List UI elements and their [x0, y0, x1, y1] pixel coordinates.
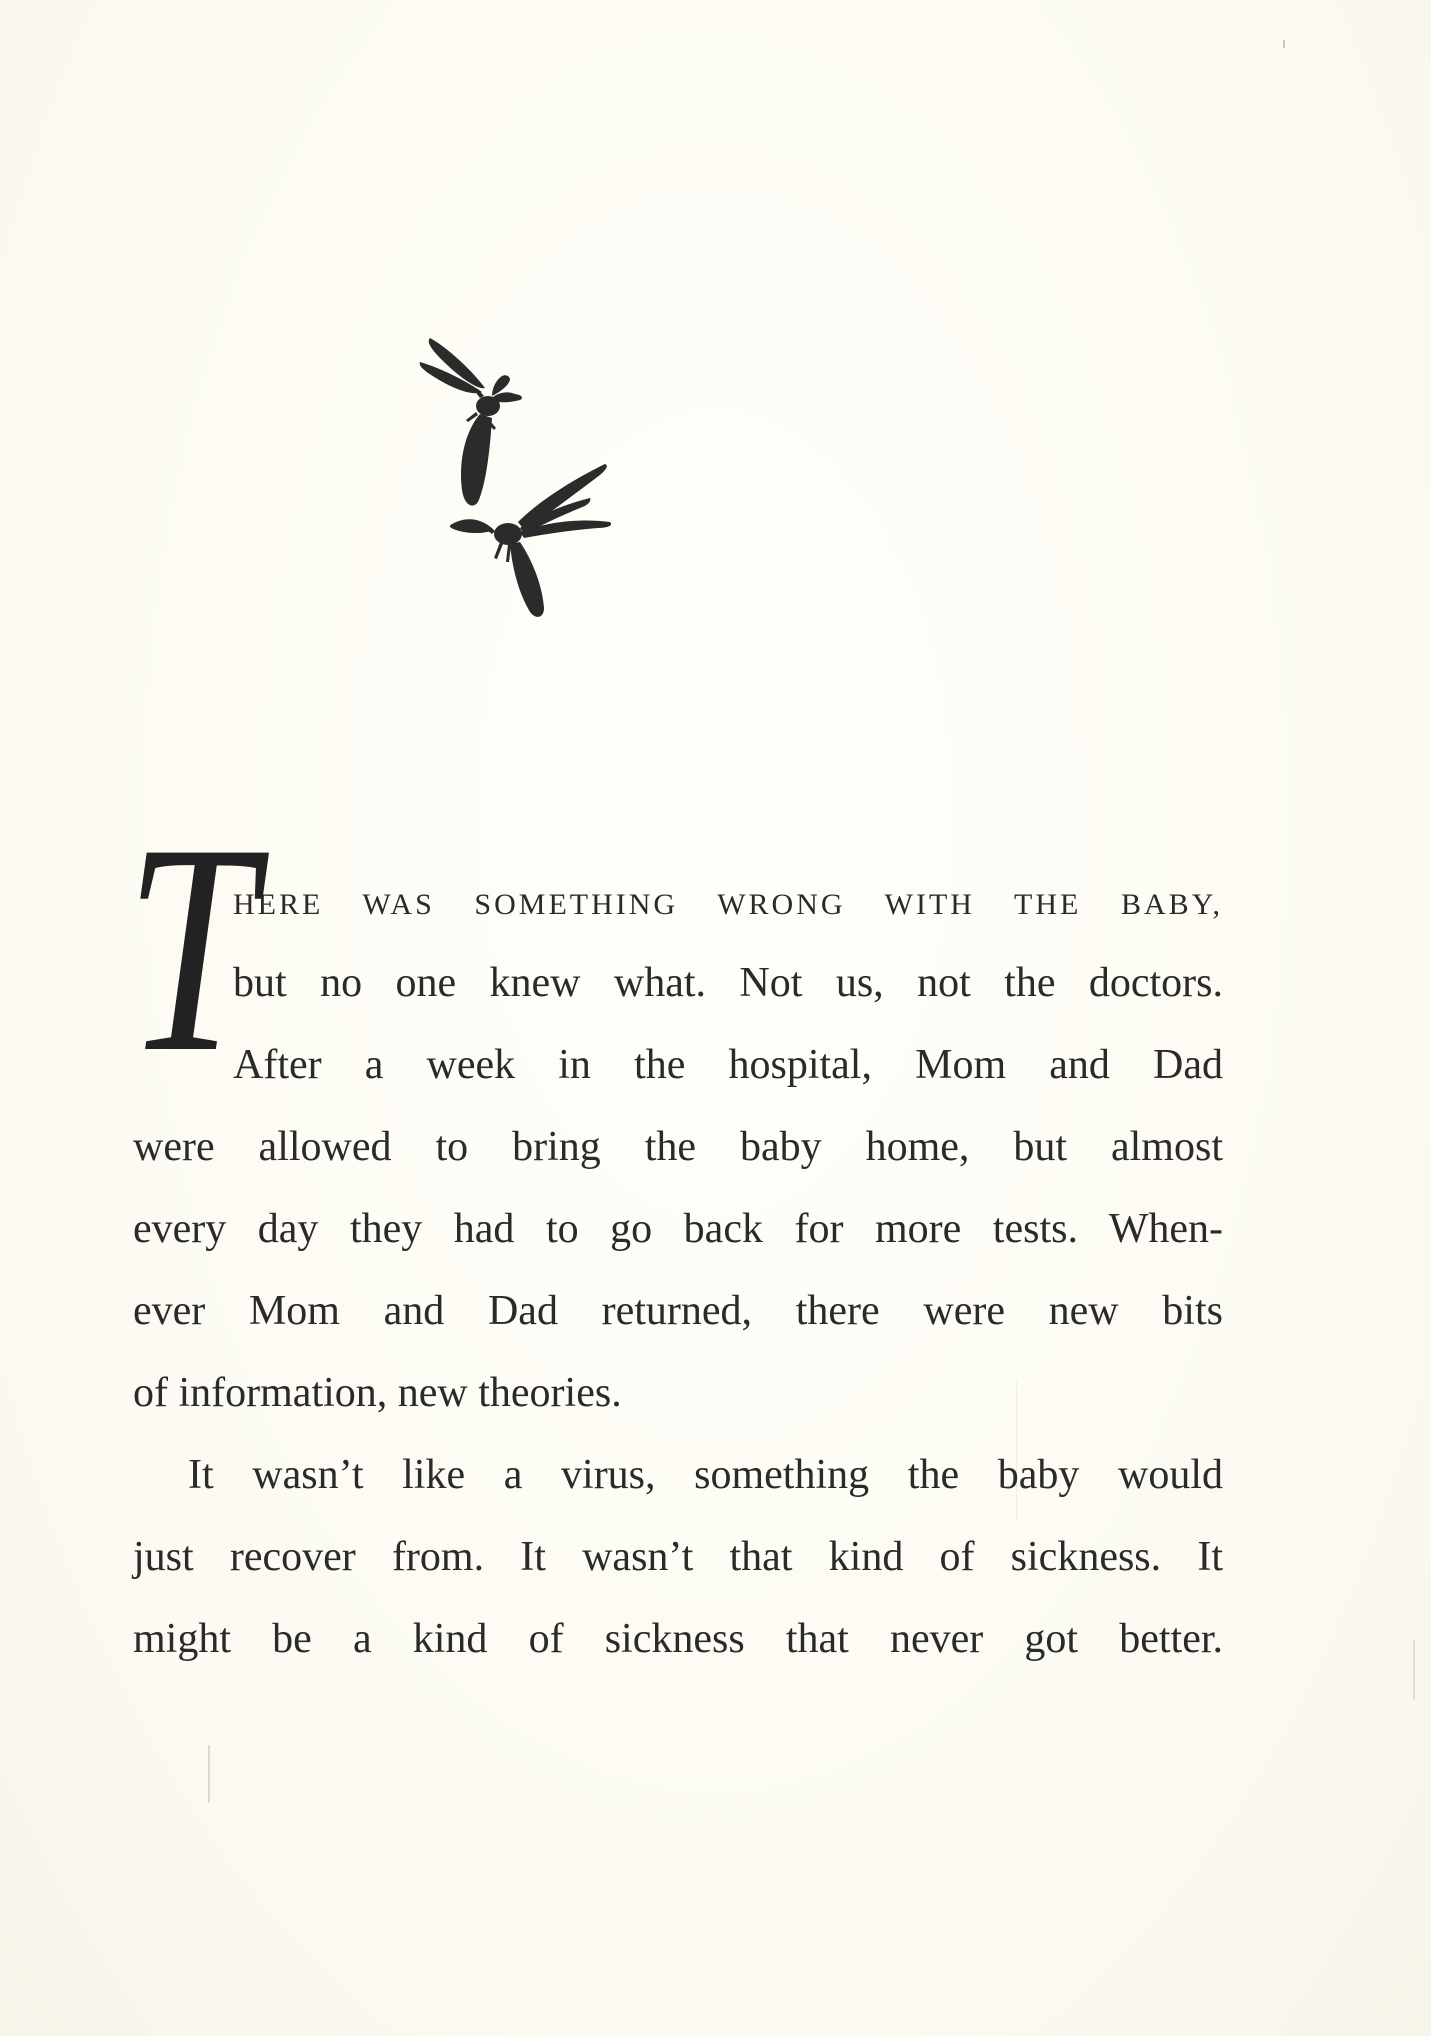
paper-fleck — [1413, 1640, 1415, 1700]
text-line: just recover from. It wasn’t that kind of sickness. It — [133, 1534, 1223, 1580]
text-line: were allowed to bring the baby home, but almost — [133, 1124, 1223, 1170]
text-line: ever Mom and Dad returned, there were new bits — [133, 1288, 1223, 1334]
wasps-illustration — [400, 320, 780, 660]
wasp-icon — [420, 338, 522, 506]
page-body-text — [125, 782, 1223, 1680]
text-line: After a week in the hospital, Mom and Dad — [233, 1042, 1223, 1088]
paper-fleck — [1283, 40, 1285, 48]
paragraph-2 — [133, 1434, 1223, 1680]
smallcaps-opening: HERE WAS SOMETHING WRONG WITH THE BABY, — [233, 888, 1223, 921]
text-line: It wasn’t like a virus, something the baby would — [188, 1452, 1223, 1498]
paper-fleck — [208, 1745, 210, 1803]
text-line: might be a kind of sickness that never got better. — [133, 1616, 1223, 1662]
text-line: of information, new theories. — [133, 1370, 622, 1416]
drop-cap-letter: T — [125, 782, 256, 1114]
drop-cap — [125, 782, 256, 1114]
text-line: every day they had to go back for more tests. When- — [133, 1206, 1223, 1252]
paragraph-1 — [125, 782, 1223, 1434]
text-line: but no one knew what. Not us, not the doctors. — [233, 960, 1223, 1006]
text-line — [233, 860, 1223, 942]
